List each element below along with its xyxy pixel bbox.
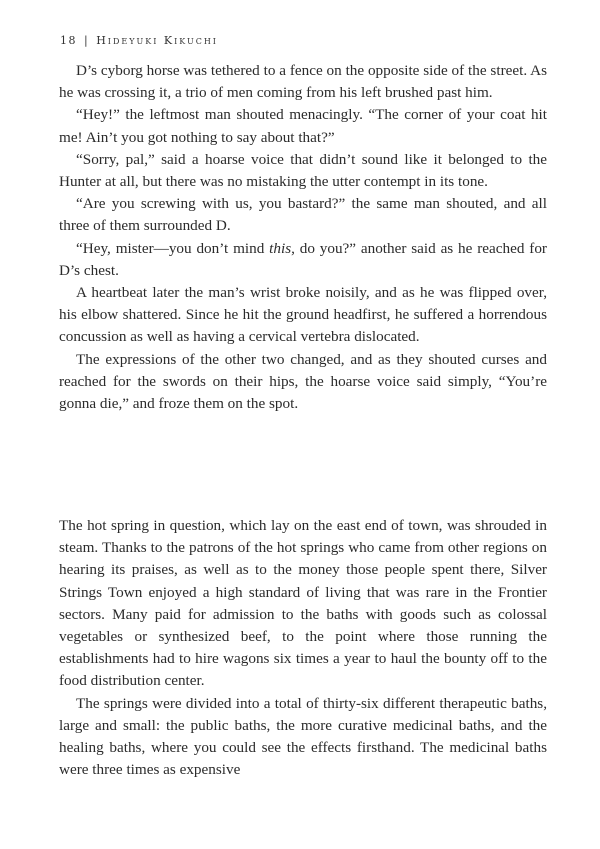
text-run: “Hey, mister—you don’t mind: [76, 239, 270, 257]
paragraph: [59, 238, 547, 282]
section-2-text: [59, 515, 547, 781]
text-run: , do you?” another said as he reached for D’s chest.: [59, 239, 547, 279]
paragraph: “Hey!” the leftmost man shouted menacingly. “The corner of your coat hit me! Ain’t you got nothing to say about that?”: [59, 106, 547, 146]
paragraph: The springs were divided into a total of thirty-six different therapeutic baths, large and small: the public baths, the more curative medicinal baths, and the healing baths, where you could see the effects firsthand. The medicinal baths were three times as expensive: [59, 694, 547, 779]
paragraph: “Are you screwing with us, you bastard?” the same man shouted, and all three of them surrounded D.: [59, 195, 547, 235]
paragraph: The expressions of the other two changed, and as they shouted curses and reached for the swords on their hips, the hoarse voice said simply, “You’re gonna die,” and froze them on the spot.: [59, 350, 547, 413]
paragraph: A heartbeat later the man’s wrist broke noisily, and as he was flipped over, his elbow shattered. Since he hit the ground headfirst, he suffered a horrendous concussion as well as having a cervical vertebra dislocated.: [59, 284, 547, 346]
section-1-text: [59, 60, 547, 415]
paragraph: The hot spring in question, which lay on the east end of town, was shrouded in steam. Thanks to the patrons of the hot springs who came from other regions on hearing its praises, as well as to the money those people spent there, Silver Strings Town enjoyed a high standard of living that was rare in the Frontier sectors. Many paid for admission to the baths with goods such as colossal vegetables or synthesized beef, to the point where those running the establishments had to hire wagons six times a year to haul the bounty off to the food distribution center.: [59, 517, 547, 690]
italic-text: this: [269, 239, 292, 257]
running-head: [60, 34, 218, 47]
page-number: 18: [60, 34, 77, 47]
paragraph: “Sorry, pal,” said a hoarse voice that didn’t sound like it belonged to the Hunter at all, but there was no mistaking the utter contempt in its tone.: [59, 150, 547, 191]
paragraph: D’s cyborg horse was tethered to a fence on the opposite side of the street. As he was crossing it, a trio of men coming from his left brushed past him.: [59, 62, 547, 102]
author-name: Hideyuki Kikuchi: [96, 34, 218, 47]
header-separator: |: [84, 34, 90, 47]
